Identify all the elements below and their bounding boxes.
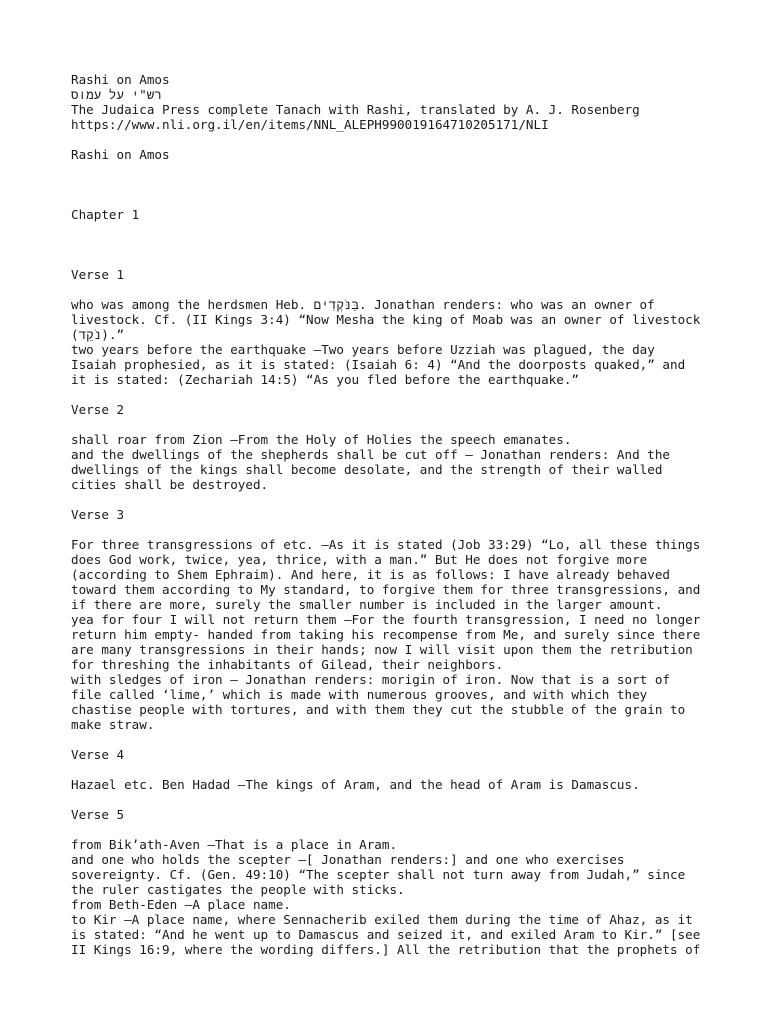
commentary-line: to Kir —A place name, where Sennacherib exiled them during the time of Ahaz, as it xyxy=(71,912,693,927)
commentary-line: (נֹקֵד).” xyxy=(71,327,125,342)
commentary-line: dwellings of the kings shall become desolate, and the strength of their walled xyxy=(71,462,663,477)
verse-heading: Verse 3 xyxy=(71,507,125,522)
commentary-line: from Bik’ath-Aven —That is a place in Aram. xyxy=(71,837,398,852)
hebrew-title-text: רש"י על עמוס xyxy=(71,87,162,102)
chapter-heading: Chapter 1 xyxy=(71,207,140,222)
commentary-line: and one who holds the scepter —[ Jonathan renders:] and one who exercises xyxy=(71,852,625,867)
commentary-line: toward them according to My standard, to forgive them for three transgressions, and xyxy=(71,582,701,597)
document-subtitle: Rashi on Amos xyxy=(71,147,170,162)
commentary-line: who was among the herdsmen Heb. בַּנֹּקְדִים. Jonathan renders: who was an owner of xyxy=(71,297,655,312)
verse-heading: Verse 2 xyxy=(71,402,125,417)
commentary-line: Hazael etc. Ben Hadad —The kings of Aram, and the head of Aram is Damascus. xyxy=(71,777,640,792)
commentary-line: from Beth-Eden —A place name. xyxy=(71,897,291,912)
commentary-line: is stated: “And he went up to Damascus and seized it, and exiled Aram to Kir.” [see xyxy=(71,927,701,942)
document-title: Rashi on Amos xyxy=(71,72,170,87)
commentary-line: make straw. xyxy=(71,717,155,732)
hebrew-title xyxy=(71,87,701,102)
commentary-line: if there are more, surely the smaller number is included in the larger amount. xyxy=(71,597,663,612)
commentary-line: it is stated: (Zechariah 14:5) “As you fled before the earthquake.” xyxy=(71,372,579,387)
commentary-line: (according to Shem Ephraim). And here, it is as follows: I have already behaved xyxy=(71,567,670,582)
commentary-line: sovereignty. Cf. (Gen. 49:10) “The scepter shall not turn away from Judah,” since xyxy=(71,867,686,882)
commentary-line: for threshing the inhabitants of Gilead, their neighbors. xyxy=(71,657,504,672)
commentary-line: Isaiah prophesied, as it is stated: (Isaiah 6: 4) “And the doorposts quaked,” and xyxy=(71,357,686,372)
verse-heading: Verse 1 xyxy=(71,267,125,282)
commentary-line: cities shall be destroyed. xyxy=(71,477,269,492)
commentary-line: II Kings 16:9, where the wording differs.] All the retribution that the prophets of xyxy=(71,942,701,957)
commentary-line: two years before the earthquake —Two years before Uzziah was plagued, the day xyxy=(71,342,655,357)
document-page xyxy=(71,72,701,972)
commentary-line: return him empty- handed from taking his recompense from Me, and surely since there xyxy=(71,627,701,642)
commentary-line: are many transgressions in their hands; now I will visit upon them the retribution xyxy=(71,642,693,657)
edition-line: The Judaica Press complete Tanach with Rashi, translated by A. J. Rosenberg xyxy=(71,102,640,117)
commentary-line: file called ‘lime,’ which is made with numerous grooves, and with which they xyxy=(71,687,648,702)
commentary-line: with sledges of iron — Jonathan renders: morigin of iron. Now that is a sort of xyxy=(71,672,670,687)
commentary-line: chastise people with tortures, and with them they cut the stubble of the grain to xyxy=(71,702,686,717)
commentary-line: yea for four I will not return them —For the fourth transgression, I need no longer xyxy=(71,612,701,627)
commentary-line: and the dwellings of the shepherds shall be cut off — Jonathan renders: And the xyxy=(71,447,670,462)
verse-heading: Verse 5 xyxy=(71,807,125,822)
verses-container xyxy=(71,267,701,972)
commentary-line: the ruler castigates the people with sticks. xyxy=(71,882,405,897)
commentary-line: does God work, twice, yea, thrice, with a man.” But He does not forgive more xyxy=(71,552,648,567)
source-url: https://www.nli.org.il/en/items/NNL_ALEPH990019164710205171/NLI xyxy=(71,117,549,132)
commentary-line: shall roar from Zion —From the Holy of Holies the speech emanates. xyxy=(71,432,572,447)
verse-heading: Verse 4 xyxy=(71,747,125,762)
commentary-line: For three transgressions of etc. —As it is stated (Job 33:29) “Lo, all these things xyxy=(71,537,701,552)
commentary-line: livestock. Cf. (II Kings 3:4) “Now Mesha the king of Moab was an owner of livestock xyxy=(71,312,701,327)
